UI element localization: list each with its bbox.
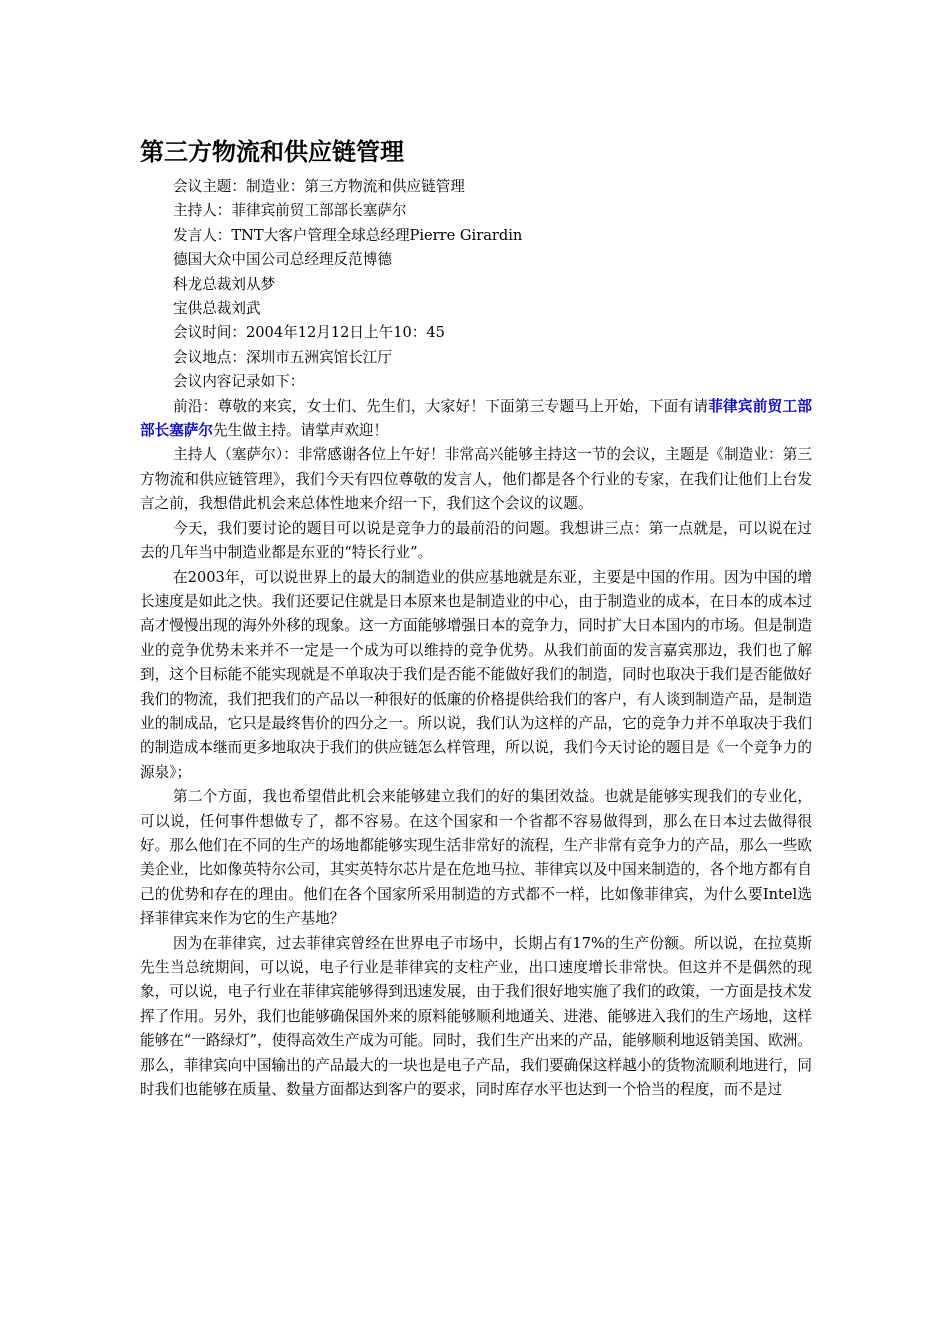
meta-record-intro: 会议内容记录如下： (173, 373, 305, 391)
paragraph-east-asia: 在2003年，可以说世界上的最大的制造业的供应基地就是东亚，主要是中国的作用。因为中国的增长速度是如此之快。我们还要记住就是日本原来也是制造业的中心，由于制造业的成本，在日本的成本过高才慢慢出现的海外外移的现象。这一方面能够增强日本的竞争力，同时扩大日本国内的市场。但是制造业的竞争优势未来并不一定是一个成为可以维持的竞争优势。从我们前面的发言嘉宾那边，我们也了解到，这个目标能不能实现就是不单取决于我们是否能不能做好我们的制造，同时也取决于我们是否能做好我们的物流，我们把我们的产品以一种很好的低廉的价格提供给我们的客户，有人谈到制造产品，是制造业的制成品，它只是最终售价的四分之一。所以说，我们认为这样的产品，它的竞争力并不单取决于我们的制造成本继而更多地取决于我们的供应链怎么样管理，所以说，我们今天讨论的题目是《一个竞争力的源泉》； (140, 568, 812, 781)
document-title: 第三方物流和供应链管理 (140, 138, 404, 166)
intro-paragraph (140, 395, 812, 444)
document-body (140, 175, 812, 1102)
paragraph-second-aspect: 第二个方面，我也希望借此机会来能够建立我们的好的集团效益。也就是能够实现我们的专业化，可以说，任何事件想做专了，都不容易。在这个国家和一个省都不容易做得到，那么在日本过去做得很好。那么他们在不同的生产的场地都能够实现生活非常好的流程，生产非常有竞争力的产品，那么一些欧美企业，比如像英特尔公司，其实英特尔芯片是在危地马拉、菲律宾以及中国来制造的，各个地方都有自己的优势和存在的理由。他们在各个国家所采用制造的方式都不一样，比如像菲律宾，为什么要Intel选择菲律宾来作为它的生产基地？ (140, 788, 812, 928)
meta-speaker-2: 德国大众中国公司总经理反范博德 (173, 251, 392, 269)
meta-host: 主持人：菲律宾前贸工部部长塞萨尔 (173, 202, 407, 220)
meta-speaker: 发言人：TNT大客户管理全球总经理Pierre Girardin (173, 226, 523, 244)
paragraph-topic: 今天，我们要讨论的题目可以说是竞争力的最前沿的问题。我想讲三点：第一点就是，可以说在过去的几年当中制造业都是东亚的“特长行业”。 (140, 519, 812, 562)
intro-text-after: 先生做主持。请掌声欢迎！ (212, 422, 389, 440)
meta-speaker-4: 宝供总裁刘武 (173, 300, 261, 318)
meta-topic: 会议主题：制造业：第三方物流和供应链管理 (173, 178, 465, 195)
paragraph-host-opening: 主持人（塞萨尔）：非常感谢各位上午好！非常高兴能够主持这一节的会议，主题是《制造业：第三方物流和供应链管理》，我们今天有四位尊敬的发言人，他们都是各个行业的专家，在我们让他们上台发言之前，我想借此机会来总体性地来介绍一下，我们这个会议的议题。 (140, 446, 812, 513)
meta-location: 会议地点：深圳市五洲宾馆长江厅 (173, 348, 392, 366)
meta-speaker-3: 科龙总裁刘从梦 (173, 275, 276, 293)
meta-time: 会议时间：2004年12月12日上午10：45 (173, 324, 445, 342)
intro-text-before: 前沿：尊敬的来宾，女士们、先生们，大家好！下面第三专题马上开始，下面有请 (173, 397, 709, 415)
host-name-link[interactable]: 菲律宾前贸工部部长塞萨尔 (140, 397, 812, 440)
paragraph-philippines: 因为在菲律宾，过去菲律宾曾经在世界电子市场中，长期占有17%的生产份额。所以说，在拉莫斯先生当总统期间，可以说，电子行业是菲律宾的支柱产业，出口速度增长非常快。但这并不是偶然的现象，可以说，电子行业在菲律宾能够得到迅速发展，由于我们很好地实施了我们的政策，一方面是技术发挥了作用。另外，我们也能够确保国外来的原料能够顺利地通关、进港、能够进入我们的生产场地，这样能够在“一路绿灯”，使得高效生产成为可能。同时，我们生产出来的产品，能够顺利地返销美国、欧洲。那么，菲律宾向中国输出的产品最大的一块也是电子产品，我们要确保这样越小的货物流顺利地进行，同时我们也能够在质量、数量方面都达到客户的要求，同时库存水平也达到一个恰当的程度，而不是过 (140, 934, 812, 1099)
